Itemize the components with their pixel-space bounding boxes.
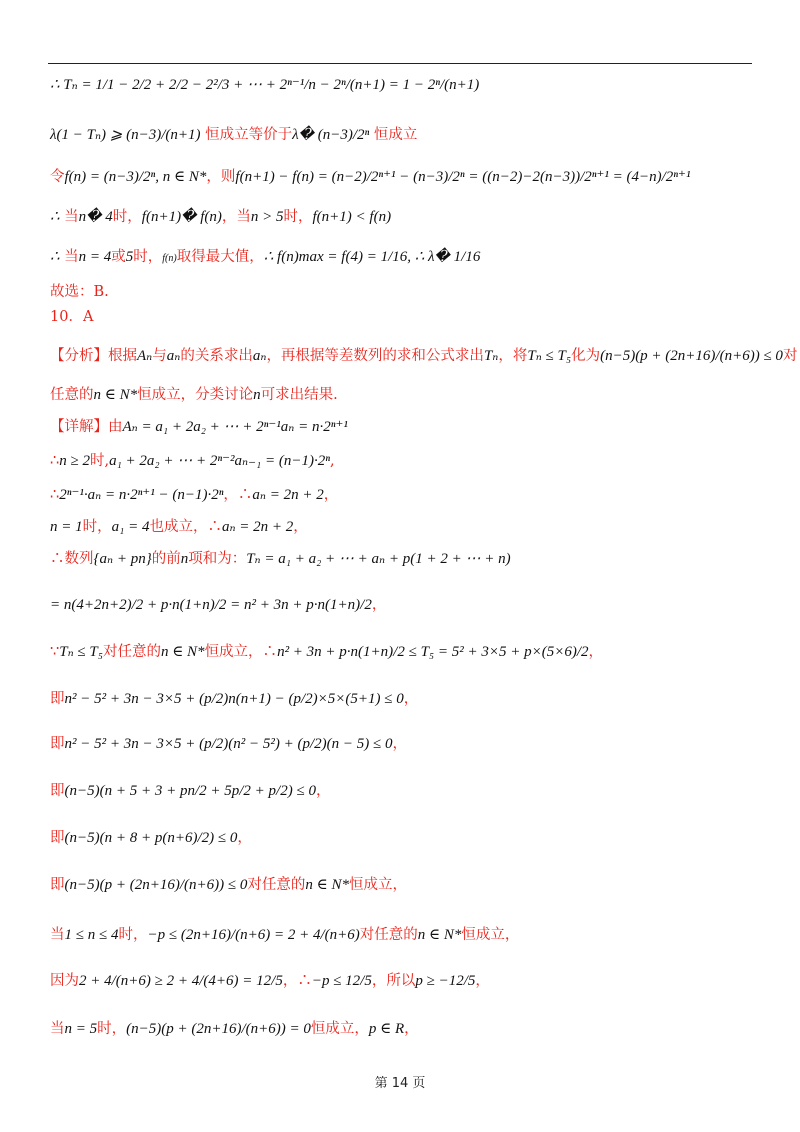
step-sum-simplified: = n(4+2n+2)/2 + p·n(1+n)/2 = n² + 3n + p·n(1+n)/2， xyxy=(50,597,387,613)
step-expand-2: 即n² − 5² + 3n − 3×5 + (p/2)(n² − 5²) + (p/2)(n − 5) ≤ 0， xyxy=(50,736,407,752)
analysis-continued: 任意的n ∈ N*恒成立，分类讨论n可求出结果. xyxy=(50,387,338,403)
monotonic-cases: ∴ 当n� 4时，f(n+1)� f(n)，当n > 5时，f(n+1) < f(n) xyxy=(50,209,392,225)
question-number: 10．A xyxy=(50,309,94,325)
analysis-heading: 【分析】根据Aₙ与aₙ的关系求出aₙ，再根据等差数列的求和公式求出Tₙ，将Tₙ ≤ T₅化为(n−5)(p + (2n+16)/(n+6)) ≤ 0对 xyxy=(50,348,798,364)
define-fn: 令f(n) = (n−3)/2ⁿ, n ∈ N*，则f(n+1) − f(n) = (n−2)/2ⁿ⁺¹ − (n−3)/2ⁿ = ((n−2)−2(n−3))/2ⁿ⁺¹ = (4−n)/2ⁿ⁺¹ xyxy=(50,169,691,185)
equation-tn-sum: ∴ Tₙ = 1/1 − 2/2 + 2/2 − 2²/3 + ⋯ + 2ⁿ⁻¹/n − 2ⁿ/(n+1) = 1 − 2ⁿ/(n+1) xyxy=(50,77,480,93)
max-value: ∴ 当n = 4或5时，f(n)取得最大值，∴ f(n)max = f(4) = 1/16, ∴ λ� 1/16 xyxy=(50,249,481,265)
header-rule xyxy=(48,63,752,64)
case-n-1-to-4: 当1 ≤ n ≤ 4时，−p ≤ (2n+16)/(n+6) = 2 + 4/(n+6)对任意的n ∈ N*恒成立， xyxy=(50,927,520,943)
step-n-geq-2: ∴n ≥ 2时,a₁ + 2a₂ + ⋯ + 2ⁿ⁻²aₙ₋₁ = (n−1)·2ⁿ, xyxy=(50,453,335,469)
step-n-equals-1: n = 1时，a₁ = 4也成立，∴aₙ = 2n + 2， xyxy=(50,519,308,535)
step-tn-leq-t5: ∵Tₙ ≤ T₅对任意的n ∈ N*恒成立，∴n² + 3n + p·n(1+n)/2 ≤ T₅ = 5² + 3×5 + p×(5×6)/2， xyxy=(50,644,604,660)
step-factor-2: 即(n−5)(n + 8 + p(n+6)/2) ≤ 0， xyxy=(50,830,252,846)
page-number: 第 14 页 xyxy=(374,1076,426,1091)
case-n-5: 当n = 5时，(n−5)(p + (2n+16)/(n+6)) = 0恒成立，p ∈ R， xyxy=(50,1021,419,1037)
step-factor-1: 即(n−5)(n + 5 + 3 + pn/2 + 5p/2 + p/2) ≤ 0， xyxy=(50,783,331,799)
inequality-lambda: λ(1 − Tₙ) ⩾ (n−3)/(n+1) 恒成立等价于λ� (n−3)/2ⁿ 恒成立 xyxy=(50,127,418,143)
answer-choice: 故选：B. xyxy=(50,284,109,300)
step-an: ∴2ⁿ⁻¹·aₙ = n·2ⁿ⁺¹ − (n−1)·2ⁿ，∴aₙ = 2n + 2， xyxy=(50,487,339,503)
case-bound-p: 因为2 + 4/(n+6) ≥ 2 + 4/(4+6) = 12/5，∴−p ≤ 12/5，所以p ≥ −12/5， xyxy=(50,973,490,989)
step-sum-tn: ∴数列{aₙ + pn}的前n项和为：Tₙ = a₁ + a₂ + ⋯ + aₙ + p(1 + 2 + ⋯ + n) xyxy=(50,551,511,567)
detail-heading: 【详解】由Aₙ = a₁ + 2a₂ + ⋯ + 2ⁿ⁻¹aₙ = n·2ⁿ⁺¹ xyxy=(50,419,348,435)
step-expand-1: 即n² − 5² + 3n − 3×5 + (p/2)n(n+1) − (p/2)×5×(5+1) ≤ 0， xyxy=(50,691,419,707)
step-factor-3: 即(n−5)(p + (2n+16)/(n+6)) ≤ 0对任意的n ∈ N*恒成立， xyxy=(50,877,407,893)
